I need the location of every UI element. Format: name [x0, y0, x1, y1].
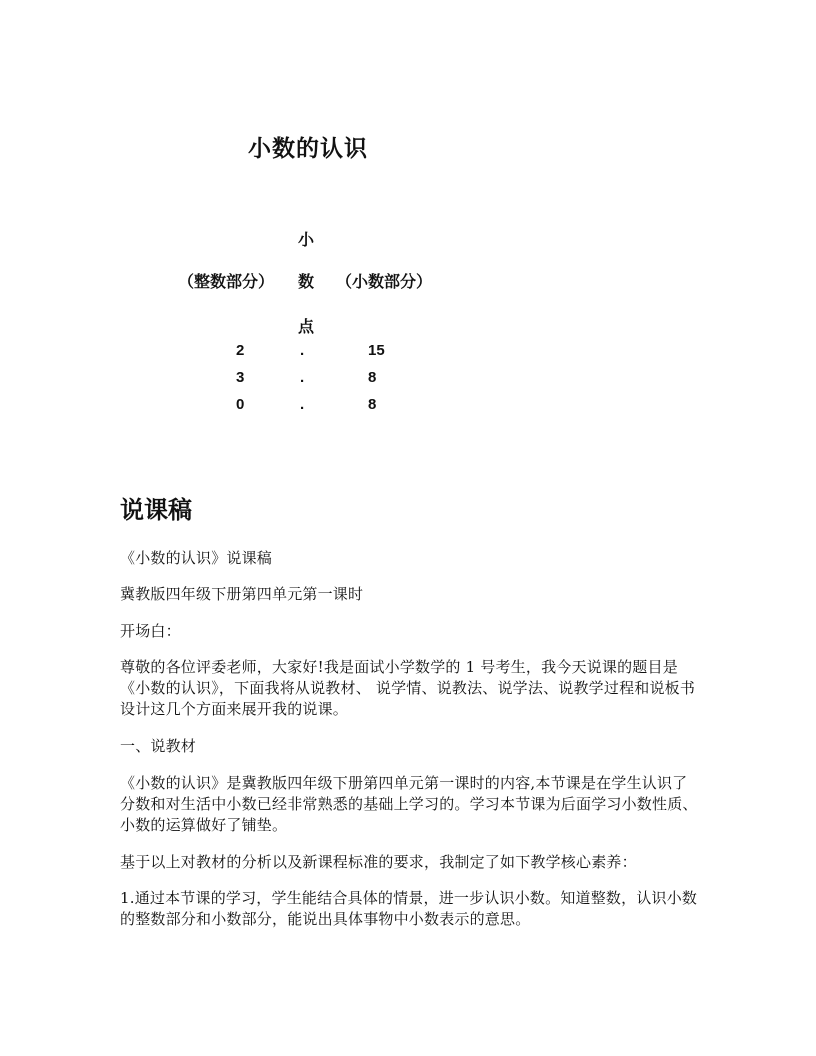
paragraph-opening-remarks: 尊敬的各位评委老师，大家好!我是面试小学数学的 1 号考生，我今天说课的题目是《小数的认识》，下面我将从说教材、 说学情、说教法、说学法、说教学过程和说板书设计这几个方面来展开我的说课。 [120, 658, 696, 718]
row-1-integer: 2 [236, 342, 245, 359]
row-2-point: . [300, 369, 305, 386]
section-heading: 说课稿 [120, 496, 192, 524]
paragraph-section-one: 一、说教材 [120, 737, 197, 755]
integer-part-label: （整数部分） [178, 272, 275, 291]
paragraph-textbook-analysis: 《小数的认识》是冀教版四年级下册第四单元第一课时的内容,本节课是在学生认识了分数和对生活中小数已经非常熟悉的基础上学习的。学习本节课为后面学习小数性质、小数的运算做好了铺垫。 [120, 774, 698, 834]
row-3-point: . [300, 396, 305, 413]
row-2-integer: 3 [236, 369, 245, 386]
row-3-integer: 0 [236, 396, 245, 413]
fraction-part-label: （小数部分） [336, 272, 433, 291]
row-3-fraction: 8 [368, 396, 377, 413]
paragraph-opening-label: 开场白： [120, 622, 181, 640]
row-1-fraction: 15 [368, 342, 385, 359]
paragraph-edition: 冀教版四年级下册第四单元第一课时 [120, 585, 364, 603]
paragraph-doc-title: 《小数的认识》说课稿 [120, 549, 273, 567]
page-title: 小数的认识 [248, 135, 368, 162]
decimal-point-char-2: 数 [298, 272, 315, 291]
paragraph-objective-1: 1.通过本节课的学习，学生能结合具体的情景，进一步认识小数。知道整数，认识小数的整数部分和小数部分，能说出具体事物中小数表示的意思。 [120, 889, 698, 928]
paragraph-core-literacy-intro: 基于以上对教材的分析以及新课程标准的要求，我制定了如下教学核心素养： [120, 853, 637, 871]
row-2-fraction: 8 [368, 369, 377, 386]
decimal-point-char-1: 小 [298, 230, 315, 249]
decimal-point-char-3: 点 [298, 317, 315, 336]
row-1-point: . [300, 342, 305, 359]
